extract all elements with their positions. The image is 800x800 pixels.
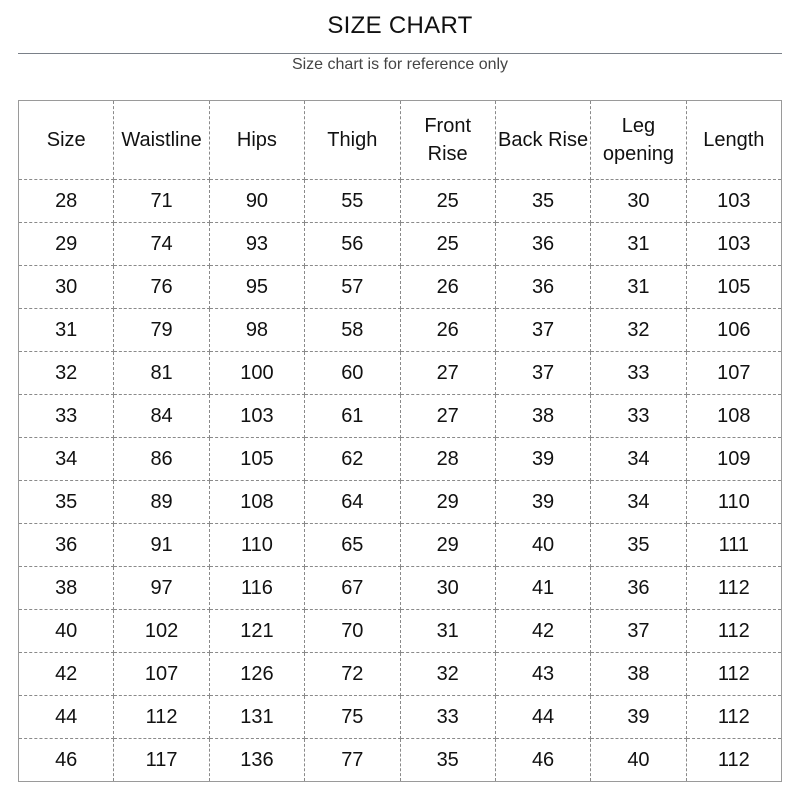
column-header-label: Size <box>46 129 86 151</box>
table-row <box>19 567 782 610</box>
table-row <box>19 180 782 223</box>
table-cell: 28 <box>19 180 114 223</box>
table-cell: 42 <box>495 610 590 653</box>
table-cell: 32 <box>591 309 686 352</box>
column-header <box>209 101 304 180</box>
table-cell: 30 <box>19 266 114 309</box>
table-cell: 31 <box>400 610 495 653</box>
page-subtitle: Size chart is for reference only <box>291 56 509 73</box>
table-cell: 33 <box>19 395 114 438</box>
table-cell: 112 <box>686 610 781 653</box>
column-header-label: Back Rise <box>498 129 589 151</box>
table-row <box>19 309 782 352</box>
table-cell: 27 <box>400 395 495 438</box>
table-cell: 41 <box>495 567 590 610</box>
table-cell: 106 <box>686 309 781 352</box>
table-row <box>19 653 782 696</box>
table-cell: 44 <box>495 696 590 739</box>
table-cell: 103 <box>686 223 781 266</box>
table-cell: 40 <box>19 610 114 653</box>
column-header-label: Thigh <box>327 129 378 151</box>
table-cell: 38 <box>495 395 590 438</box>
column-header-label: Rise <box>427 143 468 165</box>
table-cell: 60 <box>305 352 400 395</box>
table-cell: 79 <box>114 309 209 352</box>
table-cell: 35 <box>400 739 495 782</box>
table-cell: 33 <box>400 696 495 739</box>
table-cell: 35 <box>495 180 590 223</box>
table-cell: 107 <box>686 352 781 395</box>
table-cell: 117 <box>114 739 209 782</box>
table-cell: 75 <box>305 696 400 739</box>
table-cell: 90 <box>209 180 304 223</box>
table-cell: 43 <box>495 653 590 696</box>
table-cell: 37 <box>495 352 590 395</box>
table-row <box>19 524 782 567</box>
table-header <box>19 101 782 180</box>
table-cell: 40 <box>495 524 590 567</box>
table-cell: 65 <box>305 524 400 567</box>
table-cell: 35 <box>591 524 686 567</box>
table-row <box>19 610 782 653</box>
table-cell: 112 <box>686 567 781 610</box>
column-header-label: Front <box>424 115 472 137</box>
table-cell: 44 <box>19 696 114 739</box>
table-cell: 121 <box>209 610 304 653</box>
table-cell: 89 <box>114 481 209 524</box>
table-cell: 98 <box>209 309 304 352</box>
column-header <box>114 101 209 180</box>
table-cell: 95 <box>209 266 304 309</box>
size-chart-table <box>18 100 782 782</box>
table-cell: 55 <box>305 180 400 223</box>
table-cell: 46 <box>495 739 590 782</box>
table-cell: 39 <box>495 438 590 481</box>
table-cell: 136 <box>209 739 304 782</box>
table-cell: 103 <box>686 180 781 223</box>
table-cell: 56 <box>305 223 400 266</box>
table-cell: 29 <box>19 223 114 266</box>
table-cell: 112 <box>686 696 781 739</box>
table-cell: 71 <box>114 180 209 223</box>
table-cell: 30 <box>591 180 686 223</box>
table-cell: 116 <box>209 567 304 610</box>
table-cell: 36 <box>19 524 114 567</box>
table-cell: 76 <box>114 266 209 309</box>
column-header-label: Length <box>703 129 765 151</box>
table-cell: 108 <box>686 395 781 438</box>
table-cell: 112 <box>114 696 209 739</box>
table-cell: 39 <box>591 696 686 739</box>
column-header-label: Waistline <box>121 129 202 151</box>
table-cell: 100 <box>209 352 304 395</box>
table-row <box>19 223 782 266</box>
table-cell: 74 <box>114 223 209 266</box>
table-cell: 84 <box>114 395 209 438</box>
column-header <box>686 101 781 180</box>
table-cell: 25 <box>400 223 495 266</box>
table-cell: 33 <box>591 352 686 395</box>
table-cell: 31 <box>591 223 686 266</box>
table-cell: 34 <box>591 438 686 481</box>
table-cell: 77 <box>305 739 400 782</box>
table-cell: 40 <box>591 739 686 782</box>
table-cell: 36 <box>591 567 686 610</box>
table-cell: 111 <box>686 524 781 567</box>
table-cell: 64 <box>305 481 400 524</box>
table-row <box>19 352 782 395</box>
table-cell: 38 <box>591 653 686 696</box>
table-cell: 31 <box>591 266 686 309</box>
table-cell: 58 <box>305 309 400 352</box>
header-row <box>19 101 782 180</box>
table-cell: 105 <box>209 438 304 481</box>
table-cell: 103 <box>209 395 304 438</box>
table-cell: 131 <box>209 696 304 739</box>
table-cell: 32 <box>400 653 495 696</box>
table-cell: 105 <box>686 266 781 309</box>
table-cell: 30 <box>400 567 495 610</box>
table-row <box>19 395 782 438</box>
table-cell: 97 <box>114 567 209 610</box>
table-cell: 29 <box>400 524 495 567</box>
table-cell: 46 <box>19 739 114 782</box>
table-cell: 28 <box>400 438 495 481</box>
table-cell: 72 <box>305 653 400 696</box>
column-header-label: opening <box>602 143 675 165</box>
table-cell: 61 <box>305 395 400 438</box>
table-cell: 37 <box>591 610 686 653</box>
table-cell: 25 <box>400 180 495 223</box>
column-header <box>305 101 400 180</box>
table-cell: 36 <box>495 223 590 266</box>
table-cell: 37 <box>495 309 590 352</box>
table-cell: 26 <box>400 266 495 309</box>
table-cell: 109 <box>686 438 781 481</box>
table-cell: 62 <box>305 438 400 481</box>
table-cell: 31 <box>19 309 114 352</box>
table-row <box>19 739 782 782</box>
table-cell: 112 <box>686 739 781 782</box>
table-cell: 112 <box>686 653 781 696</box>
table-cell: 36 <box>495 266 590 309</box>
table-cell: 33 <box>591 395 686 438</box>
table-row <box>19 266 782 309</box>
title-divider <box>18 53 782 54</box>
table-cell: 102 <box>114 610 209 653</box>
column-header <box>495 101 590 180</box>
page-title: SIZE CHART <box>327 12 473 39</box>
table-cell: 107 <box>114 653 209 696</box>
table-cell: 38 <box>19 567 114 610</box>
table-cell: 26 <box>400 309 495 352</box>
table-cell: 29 <box>400 481 495 524</box>
table-row <box>19 481 782 524</box>
table-cell: 35 <box>19 481 114 524</box>
table-cell: 110 <box>209 524 304 567</box>
table-cell: 57 <box>305 266 400 309</box>
table-row <box>19 438 782 481</box>
column-header-label: Hips <box>236 129 277 151</box>
table-cell: 34 <box>19 438 114 481</box>
table-cell: 34 <box>591 481 686 524</box>
table-cell: 91 <box>114 524 209 567</box>
table-cell: 86 <box>114 438 209 481</box>
table-cell: 27 <box>400 352 495 395</box>
table-body <box>19 180 782 782</box>
table-cell: 108 <box>209 481 304 524</box>
table-cell: 39 <box>495 481 590 524</box>
table-cell: 67 <box>305 567 400 610</box>
column-header <box>19 101 114 180</box>
table-cell: 126 <box>209 653 304 696</box>
table-cell: 93 <box>209 223 304 266</box>
table-row <box>19 696 782 739</box>
table-cell: 81 <box>114 352 209 395</box>
table-cell: 42 <box>19 653 114 696</box>
column-header-label: Leg <box>621 115 656 137</box>
column-header <box>400 101 495 180</box>
table-cell: 70 <box>305 610 400 653</box>
table-cell: 32 <box>19 352 114 395</box>
column-header <box>591 101 686 180</box>
table-cell: 110 <box>686 481 781 524</box>
